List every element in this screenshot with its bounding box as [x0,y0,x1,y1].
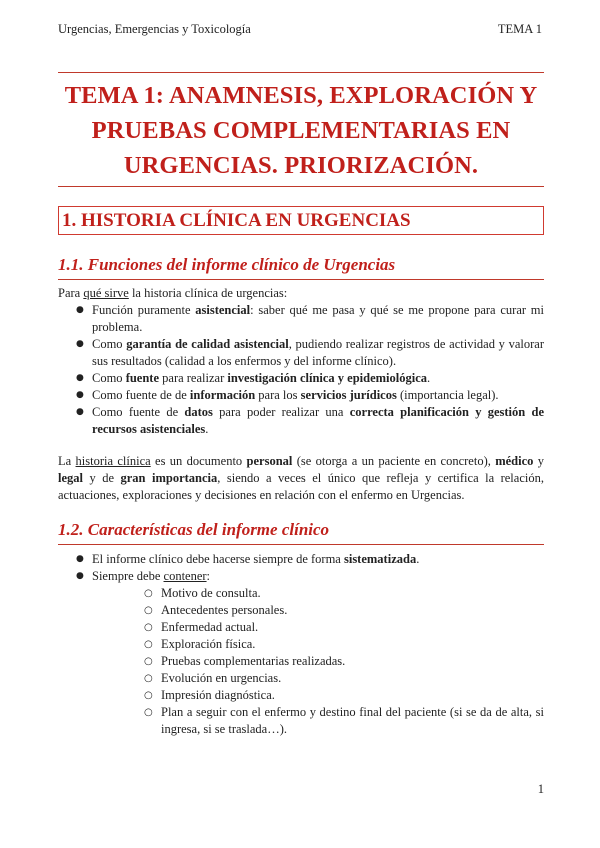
bold-text: fuente [125,371,160,385]
sublist-item: ○ Impresión diagnóstica. [92,687,544,704]
underlined-text: historia clínica [75,454,151,468]
text: es un documento [150,454,247,468]
text: : [206,569,211,583]
bold-text: datos [184,405,213,419]
bold-text: personal [246,454,293,468]
text: El informe clínico debe hacerse siempre de forma [92,552,344,566]
subsection-heading-1 [58,255,544,278]
text: para los [255,388,301,402]
bold-text: gran importancia [120,471,218,485]
text: Como [92,371,126,385]
page-title: TEMA 1: ANAMNESIS, EXPLORACIÓN Y PRUEBAS COMPLEMENTARIAS EN URGENCIAS. PRIORIZACIÓN. [64,82,538,179]
intro-line [58,285,544,302]
text: . [427,371,431,385]
text: Como fuente de [92,405,185,419]
title-bottom-rule [58,186,544,187]
subsection-2-text: 1.2. Características del informe clínico [58,520,330,539]
characteristics-list [58,551,544,738]
list-item [58,302,544,336]
subsection-heading-2 [58,520,544,543]
section-heading: 1. HISTORIA CLÍNICA EN URGENCIAS [58,206,544,235]
sublist-item: ○ Pruebas complementarias realizadas. [92,653,544,670]
text: para poder realizar una [212,405,350,419]
text: y [533,454,544,468]
sublist-item: ○ Evolución en urgencias. [92,670,544,687]
text: . [416,552,420,566]
underlined-text: contener [163,569,207,583]
list-item [58,551,544,568]
bold-text: sistematizada [343,552,417,566]
text: , pudiendo realizar registros de actividad y valorar sus resultados (calidad a los enfermos y del informe clínico). [92,337,544,368]
bold-text: asistencial [195,303,251,317]
bold-text: garantía de calidad asistencial [126,337,289,351]
text: Siempre debe [92,569,164,583]
sublist-item: ○ Exploración física. [92,636,544,653]
sublist-item: ○ Motivo de consulta. [92,585,544,602]
text: , siendo a veces el único que refleja y certifica la relación, actuaciones, exploraciones y decisiones en relación con el enfermo en Urgencias. [58,471,544,502]
title-top-rule [58,72,544,73]
text: Como [92,337,127,351]
list-item [58,336,544,370]
list-item [58,568,544,738]
subsection-1-text: 1.1. Funciones del informe clínico de Urgencias [58,255,396,274]
list-item [58,387,544,404]
bold-text: médico [495,454,534,468]
text: (se otorga a un paciente en concreto), [292,454,496,468]
bold-text: correcta planificación y gestión de recursos asistenciales [92,405,545,436]
text: Función puramente [92,303,196,317]
functions-list [58,302,544,438]
text: y de [83,471,121,485]
bold-text: información [189,388,256,402]
intro-b: qué sirve [83,286,129,300]
text: : saber qué me pasa y qué se me propone para curar mi problema. [92,303,544,334]
sublist-item: ○ Enfermedad actual. [92,619,544,636]
header-topic: TEMA 1 [497,22,542,36]
intro-a: Para [58,286,84,300]
list-item [58,404,544,438]
list-item [58,370,544,387]
text: (importancia legal). [396,388,499,402]
text: . [205,422,209,436]
bold-text: investigación clínica y epidemiológica [227,371,428,385]
page-header [58,22,542,37]
history-paragraph [58,453,544,504]
subsection-2-rule [58,544,544,545]
subsection-1-rule [58,279,544,280]
page-number: 1 [537,782,544,796]
bold-text: legal [58,471,83,485]
header-course: Urgencias, Emergencias y Toxicología [58,22,251,36]
intro-c: la historia clínica de urgencias: [128,286,288,300]
text: La [58,454,76,468]
sublist-item: ○ Plan a seguir con el enfermo y destino final del paciente (si se da de alta, si ingresa, si se traslada…). [92,704,544,738]
sublist-item: ○ Antecedentes personales. [92,602,544,619]
bold-text: servicios jurídicos [300,388,397,402]
contents-sublist [92,585,544,738]
text: Como fuente de de [92,388,190,402]
text: para realizar [159,371,228,385]
